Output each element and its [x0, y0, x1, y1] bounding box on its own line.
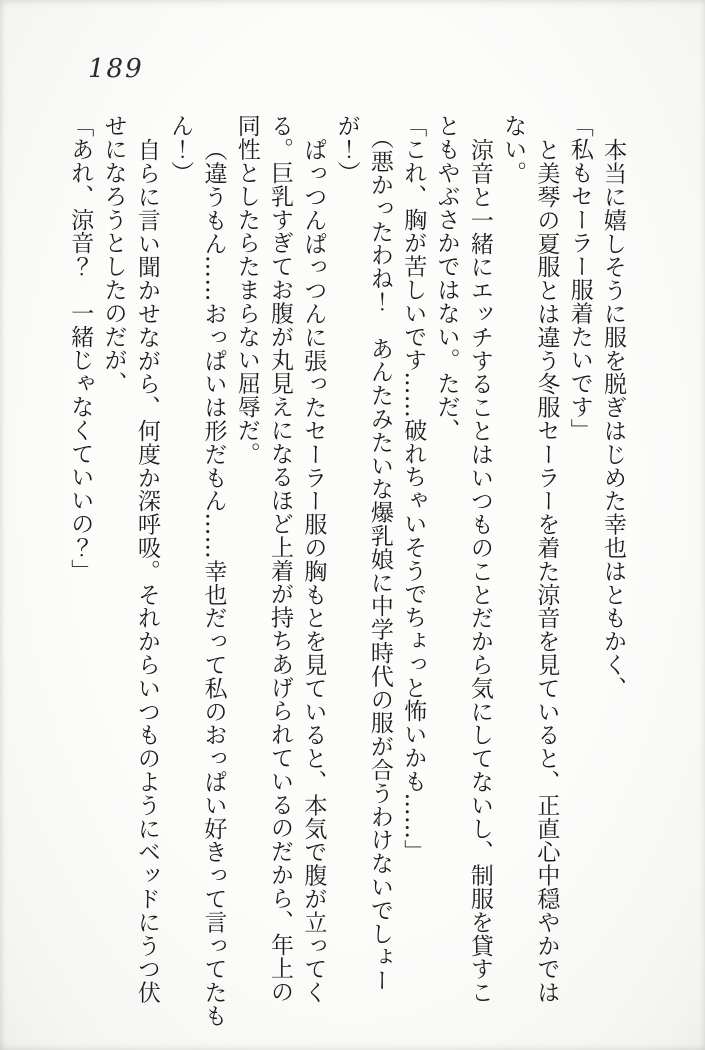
- page-number: 189: [88, 54, 144, 84]
- text-line: ぱっつんぱっつんに張ったセーラー服の胸もとを見ていると、本気で腹が立ってく: [300, 137, 327, 1004]
- text-line: ない。: [500, 114, 527, 185]
- text-line: ともやぶさかではない。ただ、: [433, 114, 460, 442]
- text-line: る。巨乳すぎてお腹が丸見えになるほど上着が持ちあげられているのだから、年上の: [267, 114, 294, 1004]
- text-line: と美琴の夏服とは違う冬服セーラーを着た涼音を見ていると、正直心中穏やかでは: [533, 137, 560, 1004]
- text-line: 自らに言い聞かせながら、何度か深呼吸。それからいつものようにベッドにうつ伏: [133, 137, 160, 1004]
- text-line: 「これ、胸が苦しいです……破れちゃいそうでちょっと怖いかも……」: [400, 114, 427, 863]
- text-line: 涼音と一緒にエッチすることはいつものことだから気にしてないし、制服を貸すこ: [466, 137, 493, 1004]
- text-line: せになろうとしたのだが、: [100, 114, 127, 395]
- text-line: が！）: [333, 114, 360, 185]
- text-line: ん！）: [167, 114, 194, 185]
- text-line: 本当に嬉しそうに服を脱ぎはじめた幸也はともかく、: [600, 137, 626, 700]
- text-line: （悪かったわね！ あんたみたいな爆乳娘に中学時代の服が合うわけないでしょー: [366, 126, 393, 992]
- text-line: （違うもん……おっぱいは形だもん……幸也だって私のおっぱい好きって言ってたも: [200, 137, 227, 1027]
- text-line: 「私もセーラー服着たいです」: [566, 114, 593, 442]
- page-text: [63, 114, 629, 1027]
- text-line: 同性としたらたまらない屈辱だ。: [233, 114, 260, 465]
- text-line: 「あれ、涼音？ 一緒じゃなくていいの？」: [67, 114, 94, 582]
